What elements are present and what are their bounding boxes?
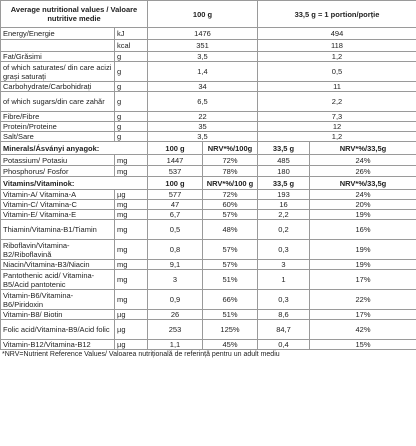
nutrient-value-100g: 35 <box>148 122 258 132</box>
nutrient-unit: g <box>115 132 148 142</box>
vitamin-section-title: Vitamins/Vitaminok: <box>1 177 148 190</box>
nutrient-name: Energy/Energie <box>1 28 115 40</box>
vitamin-nrv-100g: 125% <box>203 320 258 340</box>
vitamin-value-portion: 3 <box>258 260 310 270</box>
nutrition-row <box>1 40 416 52</box>
vitamin-value-portion: 84,7 <box>258 320 310 340</box>
nutrition-row <box>1 122 416 132</box>
vitamin-value-portion: 1 <box>258 270 310 290</box>
vitamin-name: Vitamin-E/ Vitamina-E <box>1 210 115 220</box>
nutrition-row <box>1 132 416 142</box>
nutrient-value-portion: 1,2 <box>258 52 416 62</box>
vitamin-nrv-100g: 57% <box>203 240 258 260</box>
vitamin-unit: mg <box>115 240 148 260</box>
vitamin-row <box>1 190 416 200</box>
vitamin-nrv-portion: 19% <box>310 260 416 270</box>
vitamin-row <box>1 310 416 320</box>
vitamin-row <box>1 340 416 350</box>
nutrient-value-100g: 3,5 <box>148 52 258 62</box>
nutrient-unit: g <box>115 62 148 82</box>
mineral-nrv-portion: 26% <box>310 166 416 177</box>
vitamin-value-100g: 0,9 <box>148 290 203 310</box>
nutrient-value-100g: 1,4 <box>148 62 258 82</box>
nutrient-value-portion: 11 <box>258 82 416 92</box>
column-header-portion: 33,5 g = 1 portion/porție <box>258 1 416 28</box>
vitamin-value-100g: 47 <box>148 200 203 210</box>
nutrient-value-100g: 3,5 <box>148 132 258 142</box>
mineral-column-100g: 100 g <box>148 142 203 155</box>
vitamin-name: Vitamin-C/ Vitamina-C <box>1 200 115 210</box>
vitamin-name: Thiamin/Vitamina-B1/Tiamin <box>1 220 115 240</box>
footnote: *NRV=Nutrient Reference Values/ Valoarea nutrițională de referință pentru un adult mediu <box>2 351 280 358</box>
vitamin-nrv-100g: 51% <box>203 270 258 290</box>
vitamin-value-100g: 577 <box>148 190 203 200</box>
mineral-row <box>1 166 416 177</box>
mineral-value-100g: 537 <box>148 166 203 177</box>
nutrient-unit: g <box>115 82 148 92</box>
vitamin-row <box>1 240 416 260</box>
vitamin-row <box>1 290 416 310</box>
vitamin-name: Folic acid/Vitamina-B9/Acid folic <box>1 320 115 340</box>
nutrient-value-portion: 0,5 <box>258 62 416 82</box>
vitamin-nrv-portion: 17% <box>310 310 416 320</box>
vitamin-value-100g: 0,8 <box>148 240 203 260</box>
vitamin-nrv-100g: 66% <box>203 290 258 310</box>
vitamin-unit: µg <box>115 310 148 320</box>
nutrient-unit: g <box>115 122 148 132</box>
vitamin-value-100g: 3 <box>148 270 203 290</box>
nutrient-value-portion: 12 <box>258 122 416 132</box>
vitamin-nrv-portion: 24% <box>310 190 416 200</box>
nutrition-table-body <box>1 1 416 350</box>
mineral-section-title: Minerals/Ásványi anyagok: <box>1 142 148 155</box>
nutrient-name: of which saturates/ din care acizi grași saturați <box>1 62 115 82</box>
vitamin-nrv-100g: 60% <box>203 200 258 210</box>
nutrient-name: Fat/Grăsimi <box>1 52 115 62</box>
vitamin-nrv-portion: 42% <box>310 320 416 340</box>
nutrient-unit: g <box>115 92 148 112</box>
vitamin-header-row <box>1 177 416 190</box>
vitamin-column-nrv-100g: NRV*%/100 g <box>203 177 258 190</box>
mineral-name: Potassium/ Potasiu <box>1 155 115 166</box>
vitamin-column-100g: 100 g <box>148 177 203 190</box>
vitamin-nrv-portion: 17% <box>310 270 416 290</box>
vitamin-nrv-100g: 45% <box>203 340 258 350</box>
vitamin-unit: µg <box>115 340 148 350</box>
vitamin-value-portion: 0,2 <box>258 220 310 240</box>
nutrition-row <box>1 28 416 40</box>
vitamin-value-100g: 1,1 <box>148 340 203 350</box>
vitamin-value-100g: 26 <box>148 310 203 320</box>
vitamin-name: Vitamin-B12/Vitamina-B12 <box>1 340 115 350</box>
vitamin-name: Vitamin-A/ Vitamina-A <box>1 190 115 200</box>
vitamin-value-100g: 0,5 <box>148 220 203 240</box>
nutrition-row <box>1 62 416 82</box>
vitamin-nrv-100g: 48% <box>203 220 258 240</box>
nutrient-value-portion: 1,2 <box>258 132 416 142</box>
nutrient-name: Fibre/Fibre <box>1 112 115 122</box>
vitamin-column-nrv-portion: NRV*%/33,5g <box>310 177 416 190</box>
nutrient-name <box>1 40 115 52</box>
vitamin-value-portion: 2,2 <box>258 210 310 220</box>
nutrition-row <box>1 52 416 62</box>
vitamin-nrv-100g: 57% <box>203 260 258 270</box>
vitamin-unit: µg <box>115 190 148 200</box>
header-row <box>1 1 416 28</box>
vitamin-unit: mg <box>115 220 148 240</box>
vitamin-nrv-100g: 72% <box>203 190 258 200</box>
mineral-unit: mg <box>115 155 148 166</box>
nutrient-value-portion: 118 <box>258 40 416 52</box>
nutrition-row <box>1 92 416 112</box>
vitamin-name: Vitamin-B6/Vitamina-B6/Piridoxin <box>1 290 115 310</box>
mineral-value-100g: 1447 <box>148 155 203 166</box>
mineral-value-portion: 180 <box>258 166 310 177</box>
nutrient-unit: kcal <box>115 40 148 52</box>
nutrient-name: Carbohydrate/Carbohidrați <box>1 82 115 92</box>
nutrient-unit: g <box>115 112 148 122</box>
vitamin-nrv-portion: 16% <box>310 220 416 240</box>
nutrient-name: Protein/Proteine <box>1 122 115 132</box>
mineral-nrv-100g: 72% <box>203 155 258 166</box>
nutrient-value-100g: 22 <box>148 112 258 122</box>
vitamin-name: Pantothenic acid/ Vitamina-B5/Acid pantotenic <box>1 270 115 290</box>
nutrient-name: Salt/Sare <box>1 132 115 142</box>
mineral-unit: mg <box>115 166 148 177</box>
nutrient-value-100g: 6,5 <box>148 92 258 112</box>
vitamin-value-portion: 0,4 <box>258 340 310 350</box>
mineral-column-nrv-portion: NRV*%/33,5g <box>310 142 416 155</box>
vitamin-value-portion: 8,6 <box>258 310 310 320</box>
vitamin-nrv-portion: 15% <box>310 340 416 350</box>
vitamin-nrv-portion: 19% <box>310 240 416 260</box>
vitamin-row <box>1 210 416 220</box>
vitamin-unit: µg <box>115 320 148 340</box>
nutrient-value-100g: 351 <box>148 40 258 52</box>
mineral-nrv-100g: 78% <box>203 166 258 177</box>
vitamin-value-portion: 193 <box>258 190 310 200</box>
vitamin-unit: mg <box>115 260 148 270</box>
vitamin-value-portion: 0,3 <box>258 290 310 310</box>
vitamin-name: Vitamin-B8/ Biotin <box>1 310 115 320</box>
nutrient-value-portion: 494 <box>258 28 416 40</box>
mineral-value-portion: 485 <box>258 155 310 166</box>
vitamin-row <box>1 320 416 340</box>
nutrient-unit: g <box>115 52 148 62</box>
nutrient-value-portion: 7,3 <box>258 112 416 122</box>
table-title: Average nutritional values / Valoare nutritive medie <box>1 1 148 28</box>
nutrient-value-100g: 1476 <box>148 28 258 40</box>
vitamin-value-100g: 253 <box>148 320 203 340</box>
vitamin-unit: mg <box>115 290 148 310</box>
vitamin-row <box>1 260 416 270</box>
vitamin-nrv-portion: 19% <box>310 210 416 220</box>
vitamin-value-portion: 16 <box>258 200 310 210</box>
mineral-nrv-portion: 24% <box>310 155 416 166</box>
vitamin-name: Niacin/Vitamina-B3/Niacin <box>1 260 115 270</box>
vitamin-value-100g: 6,7 <box>148 210 203 220</box>
nutrient-value-portion: 2,2 <box>258 92 416 112</box>
vitamin-unit: mg <box>115 270 148 290</box>
column-header-100g: 100 g <box>148 1 258 28</box>
vitamin-nrv-portion: 22% <box>310 290 416 310</box>
vitamin-row <box>1 220 416 240</box>
vitamin-value-portion: 0,3 <box>258 240 310 260</box>
vitamin-nrv-100g: 51% <box>203 310 258 320</box>
mineral-header-row <box>1 142 416 155</box>
nutrition-row <box>1 82 416 92</box>
nutrient-value-100g: 34 <box>148 82 258 92</box>
nutrient-name: of which sugars/din care zahăr <box>1 92 115 112</box>
vitamin-value-100g: 9,1 <box>148 260 203 270</box>
nutrient-unit: kJ <box>115 28 148 40</box>
vitamin-unit: mg <box>115 200 148 210</box>
mineral-row <box>1 155 416 166</box>
vitamin-column-portion: 33,5 g <box>258 177 310 190</box>
vitamin-row <box>1 270 416 290</box>
mineral-column-nrv-100g: NRV*%/100g <box>203 142 258 155</box>
vitamin-nrv-100g: 57% <box>203 210 258 220</box>
mineral-name: Phosphorus/ Fosfor <box>1 166 115 177</box>
mineral-column-portion: 33,5 g <box>258 142 310 155</box>
vitamin-name: Riboflavin/Vitamina-B2/Riboflavină <box>1 240 115 260</box>
vitamin-nrv-portion: 20% <box>310 200 416 210</box>
nutrition-row <box>1 112 416 122</box>
vitamin-row <box>1 200 416 210</box>
vitamin-unit: mg <box>115 210 148 220</box>
